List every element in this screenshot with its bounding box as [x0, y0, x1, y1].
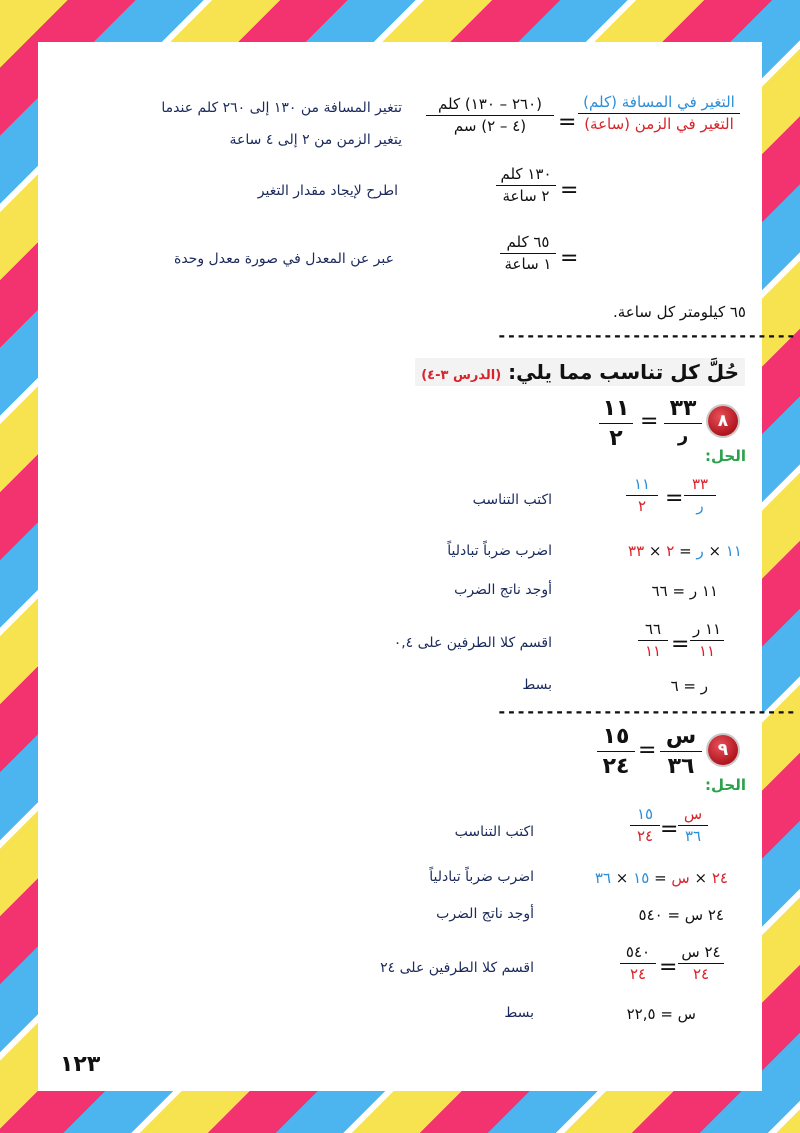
equals-sign: =	[558, 110, 577, 135]
p9-step4-right-fraction	[678, 944, 724, 984]
equals-sign: =	[659, 955, 678, 980]
p9-step4-left-numerator: ٥٤٠	[625, 943, 651, 961]
step3-fraction	[500, 234, 556, 274]
rate-denominator: التغير في الزمن (ساعة)	[584, 115, 734, 134]
p9-step1-right-denominator: ٣٦	[684, 827, 702, 846]
p9-step5-description: بسط	[504, 1005, 534, 1021]
problem-9-lhs-denominator: ٣٦	[667, 754, 695, 780]
p9-step3-description: أوجد ناتج الضرب	[436, 906, 534, 922]
p9-step2-variable: س	[671, 869, 690, 887]
p9-step2-term-c: ٣٦	[594, 869, 612, 887]
subtraction-numerator: (٢٦٠ – ١٣٠) كلم	[438, 95, 542, 113]
lesson-reference: (الدرس ٣-٤)	[421, 368, 502, 383]
equals-sign: =	[560, 178, 579, 203]
problem-8-lhs-numerator: ٣٣	[669, 396, 697, 421]
p9-step4-left-fraction	[620, 944, 656, 984]
divider-line: -------------------------------	[497, 326, 796, 345]
p8-step4-right-numerator: ١١ ر	[692, 620, 722, 638]
p8-step2-term-a: ١١	[725, 542, 742, 560]
p9-step2-term-b: ١٥	[633, 869, 650, 887]
problem-8-solution-label: الحل:	[705, 447, 746, 465]
rate-fraction	[578, 94, 740, 134]
p8-step1-left-numerator: ١١	[633, 475, 651, 493]
step2-numerator: ١٣٠ كلم	[500, 165, 552, 183]
subtraction-fraction	[426, 96, 554, 136]
p9-step4-left-denominator: ٢٤	[629, 965, 647, 984]
p9-step3-expression: ٢٤ س = ٥٤٠	[638, 906, 724, 924]
p9-step2-expression	[595, 869, 728, 887]
p8-step1-description: اكتب التناسب	[472, 492, 552, 508]
equals-sign: =	[671, 632, 690, 657]
p8-step1-right-fraction	[684, 476, 716, 516]
p9-step1-left-numerator: ١٥	[636, 805, 654, 823]
problem-8-lhs-fraction	[664, 396, 702, 447]
equals-sign: =	[638, 738, 657, 763]
equals-sign: =	[560, 246, 579, 271]
p8-step4-left-numerator: ٦٦	[644, 620, 662, 638]
p8-step2-description: اضرب ضرباً تبادلياً	[447, 543, 552, 559]
times-sign: ×	[648, 542, 662, 560]
p9-step5-expression: س = ٢٢,٥	[626, 1005, 696, 1023]
p8-step1-right-denominator: ر	[696, 497, 704, 516]
p8-step2-expression	[628, 542, 742, 560]
p8-step4-description: اقسم كلا الطرفين على ٠,٤	[393, 635, 552, 651]
problem-9-lhs-fraction	[660, 724, 702, 780]
p9-step2-description: اضرب ضرباً تبادلياً	[429, 869, 534, 885]
problem-8-rhs-fraction	[599, 396, 633, 452]
page-sheet	[38, 42, 762, 1091]
p8-step4-left-denominator: ١١	[644, 642, 662, 661]
p8-step1-left-denominator: ٢	[637, 497, 647, 516]
p8-step4-right-fraction	[690, 621, 724, 661]
p8-step3-expression: ١١ ر = ٦٦	[651, 582, 718, 600]
p9-step4-description: اقسم كلا الطرفين على ٢٤	[380, 960, 534, 976]
problem-9-badge: ٩	[708, 735, 738, 765]
p9-step2-term-a: ٢٤	[711, 869, 728, 887]
step2-denominator: ٢ ساعة	[502, 187, 550, 206]
problem-9-rhs-fraction	[597, 724, 635, 780]
p9-step1-right-numerator: س	[683, 805, 703, 823]
step3-description: عبر عن المعدل في صورة معدل وحدة	[174, 251, 394, 267]
example-explanation-line1: تتغير المسافة من ١٣٠ إلى ٢٦٠ كلم عندما	[161, 100, 402, 116]
section-heading-text: حُلَّ كل تناسب مما يلي:	[508, 360, 739, 384]
p8-step3-description: أوجد ناتج الضرب	[454, 582, 552, 598]
equals-sign: =	[665, 486, 684, 511]
p8-step1-right-numerator: ٣٣	[691, 475, 709, 493]
p8-step5-expression: ر = ٦	[670, 677, 708, 695]
rate-numerator: التغير في المسافة (كلم)	[583, 93, 735, 111]
p9-step1-left-denominator: ٢٤	[636, 827, 654, 846]
problem-9-rhs-denominator: ٢٤	[602, 754, 630, 780]
problem-9-rhs-numerator: ١٥	[602, 724, 630, 749]
p8-step4-left-fraction	[638, 621, 668, 661]
example-explanation-line2: يتغير الزمن من ٢ إلى ٤ ساعة	[229, 132, 402, 148]
problem-8-rhs-denominator: ٢	[609, 426, 623, 452]
page-number: ١٢٣	[60, 1052, 101, 1077]
problem-9-lhs-numerator: س	[665, 724, 697, 749]
example-conclusion: ٦٥ كيلومتر كل ساعة.	[612, 303, 746, 321]
p9-step1-description: اكتب التناسب	[454, 824, 534, 840]
step3-denominator: ١ ساعة	[504, 255, 552, 274]
times-sign: ×	[615, 869, 629, 887]
problem-8-badge: ٨	[708, 406, 738, 436]
p9-step1-left-fraction	[630, 806, 660, 846]
equals-sign: =	[654, 869, 667, 887]
p9-step4-right-numerator: ٢٤ س	[681, 943, 721, 961]
equals-sign: =	[660, 817, 679, 842]
p9-step1-right-fraction	[678, 806, 708, 846]
p8-step4-right-denominator: ١١	[698, 642, 716, 661]
p8-step2-term-c: ٣٣	[628, 542, 645, 560]
step3-numerator: ٦٥ كلم	[506, 233, 550, 251]
equals-sign: =	[640, 409, 659, 434]
divider-line: -------------------------------	[497, 702, 796, 721]
p8-step2-variable: ر	[696, 542, 704, 560]
problem-8-rhs-numerator: ١١	[602, 396, 630, 421]
subtraction-denominator: (٤ – ٢) سم	[453, 117, 527, 136]
times-sign: ×	[708, 542, 722, 560]
step2-fraction	[496, 166, 556, 206]
section-heading	[415, 358, 745, 386]
problem-8-lhs-denominator: ر	[677, 425, 689, 447]
times-sign: ×	[694, 869, 708, 887]
p8-step1-left-fraction	[626, 476, 658, 516]
equals-sign: =	[679, 542, 692, 560]
problem-9-solution-label: الحل:	[705, 776, 746, 794]
p8-step5-description: بسط	[522, 677, 552, 693]
p8-step2-term-b: ٢	[666, 542, 675, 560]
p9-step4-right-denominator: ٢٤	[692, 965, 710, 984]
step2-description: اطرح لإيجاد مقدار التغير	[257, 183, 398, 199]
